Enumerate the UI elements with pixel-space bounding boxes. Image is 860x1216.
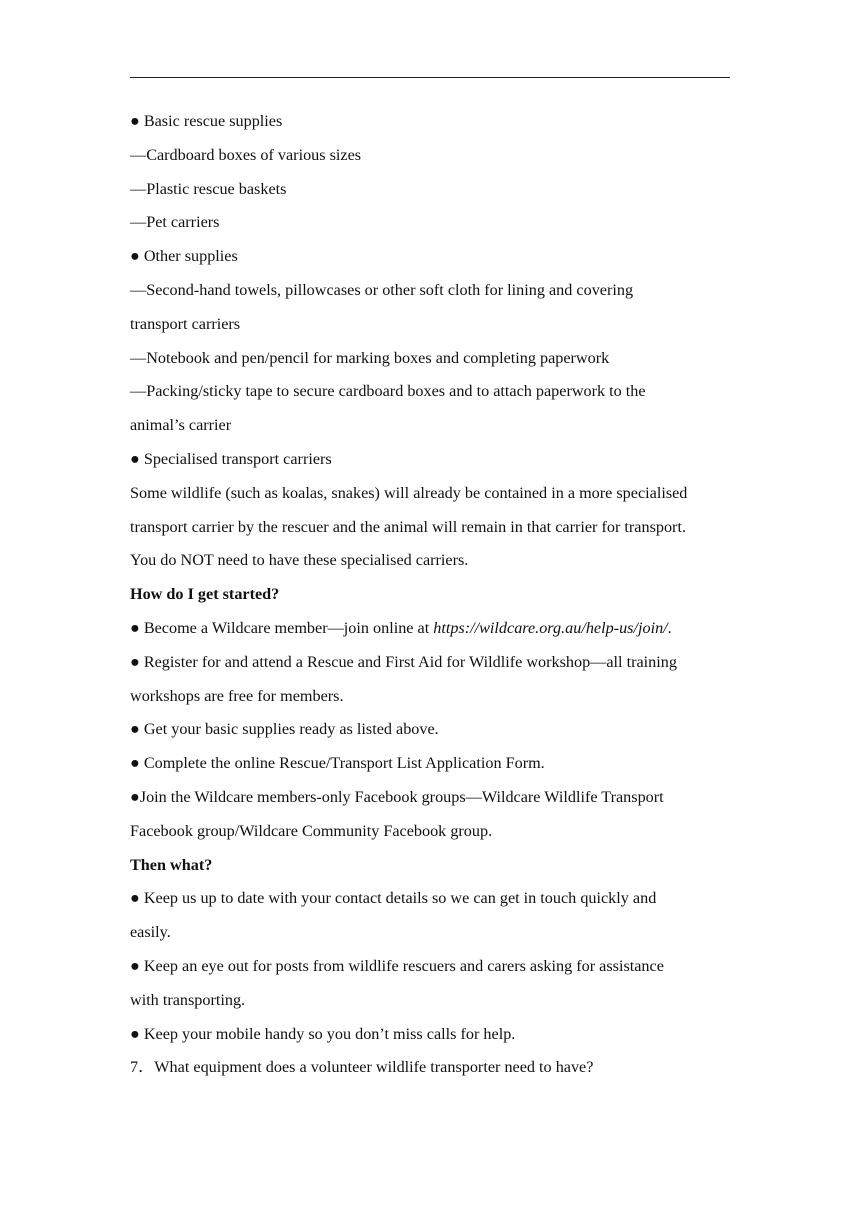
bullet-eye-out-line-2: with transporting. (130, 990, 246, 1009)
item-cardboard-boxes: —Cardboard boxes of various sizes (130, 145, 362, 164)
question-7: 7．What equipment does a volunteer wildlife transporter need to have? (130, 1058, 594, 1077)
document-body (130, 105, 735, 1085)
bullet-facebook-line-1: ●Join the Wildcare members-only Facebook groups—Wildcare Wildlife Transport (130, 787, 664, 806)
bullet-register-workshop-line-1: ● Register for and attend a Rescue and First Aid for Wildlife workshop—all training (130, 652, 677, 671)
bullet-facebook-line-2: Facebook group/Wildcare Community Facebook group. (130, 821, 493, 840)
bullet-eye-out-line-1: ● Keep an eye out for posts from wildlife rescuers and carers asking for assistance (130, 956, 664, 975)
become-member-period: . (667, 618, 672, 637)
bullet-contact-details-line-2: easily. (130, 923, 171, 942)
item-plastic-baskets: —Plastic rescue baskets (130, 179, 287, 198)
bullet-specialised-carriers: ● Specialised transport carriers (130, 449, 332, 468)
heading-then-what: Then what? (130, 855, 213, 874)
paragraph-specialised-line-3: You do NOT need to have these specialised carriers. (130, 551, 469, 570)
become-member-text: ● Become a Wildcare member—join online at (130, 618, 434, 637)
bullet-supplies-ready: ● Get your basic supplies ready as listed above. (130, 720, 439, 739)
item-towels-line-2: transport carriers (130, 314, 241, 333)
item-tape-line-2: animal’s carrier (130, 416, 232, 435)
item-tape-line-1: —Packing/sticky tape to secure cardboard boxes and to attach paperwork to the (130, 382, 646, 401)
item-pet-carriers: —Pet carriers (130, 213, 220, 232)
header-rule (130, 77, 730, 78)
bullet-contact-details-line-1: ● Keep us up to date with your contact details so we can get in touch quickly and (130, 889, 657, 908)
heading-get-started: How do I get started? (130, 585, 280, 604)
paragraph-specialised-line-1: Some wildlife (such as koalas, snakes) will already be contained in a more specialised (130, 483, 688, 502)
join-url-link[interactable]: https://wildcare.org.au/help-us/join/ (433, 618, 668, 637)
bullet-application-form: ● Complete the online Rescue/Transport List Application Form. (130, 754, 545, 773)
bullet-register-workshop-line-2: workshops are free for members. (130, 686, 344, 705)
item-towels-line-1: —Second-hand towels, pillowcases or other soft cloth for lining and covering (130, 280, 634, 299)
bullet-other-supplies: ● Other supplies (130, 247, 238, 266)
bullet-become-member (130, 612, 735, 646)
bullet-basic-rescue-supplies: ● Basic rescue supplies (130, 112, 283, 130)
item-notebook: —Notebook and pen/pencil for marking boxes and completing paperwork (130, 348, 610, 367)
paragraph-specialised-line-2: transport carrier by the rescuer and the animal will remain in that carrier for transport. (130, 517, 686, 536)
bullet-mobile-handy: ● Keep your mobile handy so you don’t miss calls for help. (130, 1024, 516, 1043)
